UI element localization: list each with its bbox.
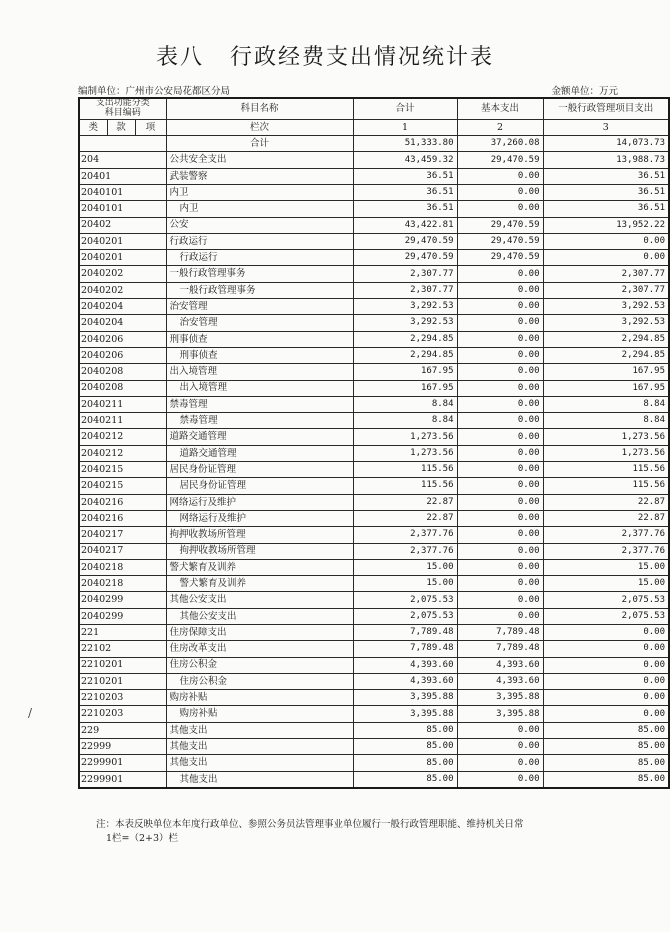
project-amount: 1,273.56 xyxy=(543,429,669,445)
table-row xyxy=(79,478,669,494)
total-amount: 43,459.32 xyxy=(353,152,457,168)
basic-amount: 4,393.60 xyxy=(457,657,543,673)
subject-code: 2040101 xyxy=(79,201,166,217)
total-amount: 2,294.85 xyxy=(353,331,457,347)
total-amount: 115.56 xyxy=(353,478,457,494)
subject-name: 其他公安支出 xyxy=(166,608,353,624)
subject-code: 2040204 xyxy=(79,299,166,315)
subject-name: 警犬繁育及训养 xyxy=(166,576,353,592)
subject-code: 2040101 xyxy=(79,184,166,200)
table-row xyxy=(79,152,669,168)
subject-name: 一般行政管理事务 xyxy=(166,282,353,298)
table-row xyxy=(79,380,669,396)
basic-amount: 0.00 xyxy=(457,282,543,298)
subject-code: 2040216 xyxy=(79,494,166,510)
total-amount: 22.87 xyxy=(353,510,457,526)
total-amount: 2,294.85 xyxy=(353,347,457,363)
basic-amount: 0.00 xyxy=(457,413,543,429)
basic-amount: 7,789.48 xyxy=(457,624,543,640)
subject-name: 出入境管理 xyxy=(166,364,353,380)
table-row xyxy=(79,347,669,363)
basic-amount: 0.00 xyxy=(457,429,543,445)
subject-code: 2040204 xyxy=(79,315,166,331)
basic-amount: 0.00 xyxy=(457,494,543,510)
subject-name: 居民身份证管理 xyxy=(166,462,353,478)
table-row xyxy=(79,233,669,249)
subject-code: 2040212 xyxy=(79,445,166,461)
subject-code: 2040202 xyxy=(79,282,166,298)
total-amount: 115.56 xyxy=(353,462,457,478)
subject-name: 拘押收教场所管理 xyxy=(166,543,353,559)
basic-amount: 0.00 xyxy=(457,510,543,526)
subject-code: 2040215 xyxy=(79,462,166,478)
project-amount: 0.00 xyxy=(543,706,669,722)
subject-code: 2040206 xyxy=(79,347,166,363)
project-amount: 85.00 xyxy=(543,739,669,755)
basic-amount: 0.00 xyxy=(457,315,543,331)
project-amount: 0.00 xyxy=(543,673,669,689)
table-row xyxy=(79,608,669,624)
subject-name: 武装警察 xyxy=(166,168,353,184)
footnote-line-2: 1栏=（2+3）栏 xyxy=(106,833,179,844)
total-amount: 4,393.60 xyxy=(353,673,457,689)
total-amount: 36.51 xyxy=(353,168,457,184)
subject-name: 道路交通管理 xyxy=(166,429,353,445)
subject-code: 2040211 xyxy=(79,396,166,412)
total-amount: 85.00 xyxy=(353,739,457,755)
project-amount: 0.00 xyxy=(543,657,669,673)
basic-amount: 0.00 xyxy=(457,396,543,412)
xiang-header: 项 xyxy=(135,119,166,135)
basic-amount: 0.00 xyxy=(457,445,543,461)
subject-name: 拘押收教场所管理 xyxy=(166,527,353,543)
table-row xyxy=(79,657,669,673)
project-amount: 3,292.53 xyxy=(543,299,669,315)
total-amount: 85.00 xyxy=(353,771,457,788)
column-number-3: 3 xyxy=(543,119,669,135)
subject-name: 其他支出 xyxy=(166,755,353,771)
table-row xyxy=(79,576,669,592)
table-row xyxy=(79,299,669,315)
total-amount: 85.00 xyxy=(353,722,457,738)
project-amount: 36.51 xyxy=(543,184,669,200)
project-amount: 8.84 xyxy=(543,396,669,412)
total-amount: 22.87 xyxy=(353,494,457,510)
subject-code: 2210201 xyxy=(79,657,166,673)
table-row xyxy=(79,217,669,233)
table-row xyxy=(79,462,669,478)
sum-label: 合计 xyxy=(166,136,353,152)
project-amount: 167.95 xyxy=(543,380,669,396)
subject-name: 警犬繁育及训养 xyxy=(166,559,353,575)
subject-code: 2040211 xyxy=(79,413,166,429)
basic-amount: 0.00 xyxy=(457,559,543,575)
basic-amount: 29,470.59 xyxy=(457,217,543,233)
table-number: 表八 xyxy=(155,45,204,70)
total-amount: 43,422.81 xyxy=(353,217,457,233)
subject-code: 2040212 xyxy=(79,429,166,445)
subject-code: 2040216 xyxy=(79,510,166,526)
project-amount: 115.56 xyxy=(543,462,669,478)
project-amount: 2,377.76 xyxy=(543,543,669,559)
subject-name: 治安管理 xyxy=(166,299,353,315)
code-title: 科目编码 xyxy=(104,107,141,118)
subject-code: 22102 xyxy=(79,641,166,657)
subject-name: 刑事侦查 xyxy=(166,347,353,363)
project-amount: 2,075.53 xyxy=(543,608,669,624)
table-row xyxy=(79,706,669,722)
basic-amount: 0.00 xyxy=(457,184,543,200)
subject-code: 2040202 xyxy=(79,266,166,282)
subject-code: 2040299 xyxy=(79,592,166,608)
table-row xyxy=(79,184,669,200)
basic-amount: 29,470.59 xyxy=(457,152,543,168)
project-amount: 0.00 xyxy=(543,233,669,249)
basic-amount: 0.00 xyxy=(457,755,543,771)
basic-amount: 0.00 xyxy=(457,168,543,184)
total-amount: 2,075.53 xyxy=(353,592,457,608)
table-row xyxy=(79,771,669,788)
sum-basic: 37,260.08 xyxy=(457,136,543,152)
basic-amount: 0.00 xyxy=(457,771,543,788)
sum-project: 14,073.73 xyxy=(543,136,669,152)
subject-name: 公共安全支出 xyxy=(166,152,353,168)
compiling-unit: 编制单位：广州市公安局花都区分局 xyxy=(78,86,231,97)
basic-amount: 0.00 xyxy=(457,527,543,543)
table-row xyxy=(79,510,669,526)
project-amount: 22.87 xyxy=(543,510,669,526)
sum-row xyxy=(79,136,669,152)
table-row xyxy=(79,624,669,640)
total-amount: 36.51 xyxy=(353,201,457,217)
subject-name: 住房保障支出 xyxy=(166,624,353,640)
subject-name: 治安管理 xyxy=(166,315,353,331)
total-amount: 3,292.53 xyxy=(353,315,457,331)
subject-code: 2040218 xyxy=(79,576,166,592)
table-row xyxy=(79,755,669,771)
subject-name: 其他支出 xyxy=(166,771,353,788)
lei-header: 类 xyxy=(79,119,107,135)
subject-code: 2210201 xyxy=(79,673,166,689)
total-amount: 2,075.53 xyxy=(353,608,457,624)
total-amount: 2,377.76 xyxy=(353,527,457,543)
subject-code: 229 xyxy=(79,722,166,738)
basic-amount: 0.00 xyxy=(457,478,543,494)
column-number-2: 2 xyxy=(457,119,543,135)
project-amount: 85.00 xyxy=(543,771,669,788)
subject-name: 内卫 xyxy=(166,184,353,200)
subject-code: 20401 xyxy=(79,168,166,184)
subject-name: 出入境管理 xyxy=(166,380,353,396)
subject-name: 网络运行及维护 xyxy=(166,510,353,526)
basic-amount: 29,470.59 xyxy=(457,250,543,266)
subject-name: 禁毒管理 xyxy=(166,396,353,412)
total-amount: 167.95 xyxy=(353,364,457,380)
table-row xyxy=(79,673,669,689)
subject-code: 2040206 xyxy=(79,331,166,347)
sum-total: 51,333.80 xyxy=(353,136,457,152)
subject-code: 2299901 xyxy=(79,755,166,771)
total-amount: 1,273.56 xyxy=(353,429,457,445)
project-amount: 15.00 xyxy=(543,576,669,592)
total-amount: 2,307.77 xyxy=(353,266,457,282)
table-row xyxy=(79,592,669,608)
subject-name: 住房改革支出 xyxy=(166,641,353,657)
subject-code: 2210203 xyxy=(79,690,166,706)
total-amount: 4,393.60 xyxy=(353,657,457,673)
project-amount: 1,273.56 xyxy=(543,445,669,461)
project-amount: 13,988.73 xyxy=(543,152,669,168)
table-row xyxy=(79,413,669,429)
subject-name: 其他公安支出 xyxy=(166,592,353,608)
subject-code: 2040215 xyxy=(79,478,166,494)
table-row xyxy=(79,559,669,575)
project-amount: 0.00 xyxy=(543,690,669,706)
basic-amount: 29,470.59 xyxy=(457,233,543,249)
column-number-1: 1 xyxy=(353,119,457,135)
expense-table xyxy=(78,97,670,789)
subject-code: 2040217 xyxy=(79,543,166,559)
subject-code: 2040201 xyxy=(79,250,166,266)
subject-code: 2040208 xyxy=(79,380,166,396)
total-amount: 29,470.59 xyxy=(353,250,457,266)
basic-header: 基本支出 xyxy=(457,98,543,119)
basic-amount: 0.00 xyxy=(457,380,543,396)
project-amount: 22.87 xyxy=(543,494,669,510)
basic-amount: 0.00 xyxy=(457,364,543,380)
basic-amount: 0.00 xyxy=(457,543,543,559)
basic-amount: 3,395.88 xyxy=(457,706,543,722)
basic-amount: 4,393.60 xyxy=(457,673,543,689)
subject-code: 2210203 xyxy=(79,706,166,722)
project-header: 一般行政管理项目支出 xyxy=(543,98,669,119)
total-amount: 85.00 xyxy=(353,755,457,771)
basic-amount: 0.00 xyxy=(457,608,543,624)
table-row xyxy=(79,527,669,543)
basic-amount: 0.00 xyxy=(457,592,543,608)
table-row xyxy=(79,445,669,461)
subject-name: 其他支出 xyxy=(166,739,353,755)
subject-name: 一般行政管理事务 xyxy=(166,266,353,282)
category-title: 支出功能分类 xyxy=(95,98,150,108)
table-row xyxy=(79,739,669,755)
subject-name: 居民身份证管理 xyxy=(166,478,353,494)
project-amount: 15.00 xyxy=(543,559,669,575)
subject-name: 行政运行 xyxy=(166,250,353,266)
subject-name: 道路交通管理 xyxy=(166,445,353,461)
subject-code: 20402 xyxy=(79,217,166,233)
table-row xyxy=(79,331,669,347)
project-amount: 167.95 xyxy=(543,364,669,380)
total-amount: 8.84 xyxy=(353,413,457,429)
basic-amount: 7,789.48 xyxy=(457,641,543,657)
basic-amount: 0.00 xyxy=(457,266,543,282)
table-row xyxy=(79,690,669,706)
basic-amount: 0.00 xyxy=(457,347,543,363)
subject-code: 2040208 xyxy=(79,364,166,380)
project-amount: 36.51 xyxy=(543,168,669,184)
basic-amount: 0.00 xyxy=(457,576,543,592)
total-amount: 7,789.48 xyxy=(353,641,457,657)
project-amount: 0.00 xyxy=(543,624,669,640)
table-row xyxy=(79,250,669,266)
total-amount: 7,789.48 xyxy=(353,624,457,640)
subject-code: 2040218 xyxy=(79,559,166,575)
project-amount: 0.00 xyxy=(543,250,669,266)
footnote xyxy=(96,818,626,846)
basic-amount: 0.00 xyxy=(457,739,543,755)
column-label: 栏次 xyxy=(166,119,353,135)
category-header xyxy=(79,98,166,119)
project-amount: 2,294.85 xyxy=(543,347,669,363)
page-title xyxy=(0,40,650,71)
subject-code: 2299901 xyxy=(79,771,166,788)
total-amount: 2,377.76 xyxy=(353,543,457,559)
basic-amount: 0.00 xyxy=(457,331,543,347)
header-row-1 xyxy=(79,98,669,119)
table-row xyxy=(79,396,669,412)
basic-amount: 0.00 xyxy=(457,462,543,478)
project-amount: 0.00 xyxy=(543,641,669,657)
basic-amount: 3,395.88 xyxy=(457,690,543,706)
project-amount: 2,307.77 xyxy=(543,266,669,282)
table-row xyxy=(79,201,669,217)
table-body xyxy=(79,152,669,788)
table-row xyxy=(79,494,669,510)
subject-name: 禁毒管理 xyxy=(166,413,353,429)
project-amount: 2,307.77 xyxy=(543,282,669,298)
table-row xyxy=(79,429,669,445)
project-amount: 13,952.22 xyxy=(543,217,669,233)
table-row xyxy=(79,266,669,282)
basic-amount: 0.00 xyxy=(457,722,543,738)
total-amount: 8.84 xyxy=(353,396,457,412)
subject-code: 2040201 xyxy=(79,233,166,249)
subject-name: 住房公积金 xyxy=(166,673,353,689)
table-row xyxy=(79,722,669,738)
project-amount: 8.84 xyxy=(543,413,669,429)
project-amount: 115.56 xyxy=(543,478,669,494)
total-amount: 3,395.88 xyxy=(353,690,457,706)
table-title: 行政经费支出情况统计表 xyxy=(230,45,495,70)
subject-code: 22999 xyxy=(79,739,166,755)
project-amount: 2,075.53 xyxy=(543,592,669,608)
total-amount: 15.00 xyxy=(353,576,457,592)
subject-code: 221 xyxy=(79,624,166,640)
subject-code: 2040299 xyxy=(79,608,166,624)
project-amount: 85.00 xyxy=(543,722,669,738)
subject-code: 204 xyxy=(79,152,166,168)
project-amount: 85.00 xyxy=(543,755,669,771)
kuan-header: 款 xyxy=(107,119,135,135)
project-amount: 2,377.76 xyxy=(543,527,669,543)
project-amount: 36.51 xyxy=(543,201,669,217)
total-amount: 3,292.53 xyxy=(353,299,457,315)
subject-name: 公安 xyxy=(166,217,353,233)
subject-name: 购房补贴 xyxy=(166,690,353,706)
table-row xyxy=(79,543,669,559)
subject-code: 2040217 xyxy=(79,527,166,543)
subject-name: 住房公积金 xyxy=(166,657,353,673)
table-row xyxy=(79,168,669,184)
subject-name: 刑事侦查 xyxy=(166,331,353,347)
subject-name: 内卫 xyxy=(166,201,353,217)
project-amount: 2,294.85 xyxy=(543,331,669,347)
table-row xyxy=(79,364,669,380)
total-amount: 3,395.88 xyxy=(353,706,457,722)
subject-name: 其他支出 xyxy=(166,722,353,738)
total-amount: 29,470.59 xyxy=(353,233,457,249)
subject-name: 行政运行 xyxy=(166,233,353,249)
subject-name: 购房补贴 xyxy=(166,706,353,722)
total-amount: 167.95 xyxy=(353,380,457,396)
total-amount: 1,273.56 xyxy=(353,445,457,461)
total-amount: 36.51 xyxy=(353,184,457,200)
amount-unit: 金额单位：万元 xyxy=(551,86,618,97)
footnote-line-1: 注：本表反映单位本年度行政单位、参照公务员法管理事业单位履行一般行政管理职能、维持机关日常 xyxy=(96,819,524,830)
meta-line xyxy=(78,83,618,97)
table-row xyxy=(79,641,669,657)
table-row xyxy=(79,282,669,298)
total-header: 合计 xyxy=(353,98,457,119)
basic-amount: 0.00 xyxy=(457,299,543,315)
subject-name: 网络运行及维护 xyxy=(166,494,353,510)
table-row xyxy=(79,315,669,331)
basic-amount: 0.00 xyxy=(457,201,543,217)
total-amount: 15.00 xyxy=(353,559,457,575)
subject-header: 科目名称 xyxy=(166,98,353,119)
project-amount: 3,292.53 xyxy=(543,315,669,331)
total-amount: 2,307.77 xyxy=(353,282,457,298)
margin-mark: / xyxy=(28,706,33,720)
column-number-row xyxy=(79,119,669,135)
